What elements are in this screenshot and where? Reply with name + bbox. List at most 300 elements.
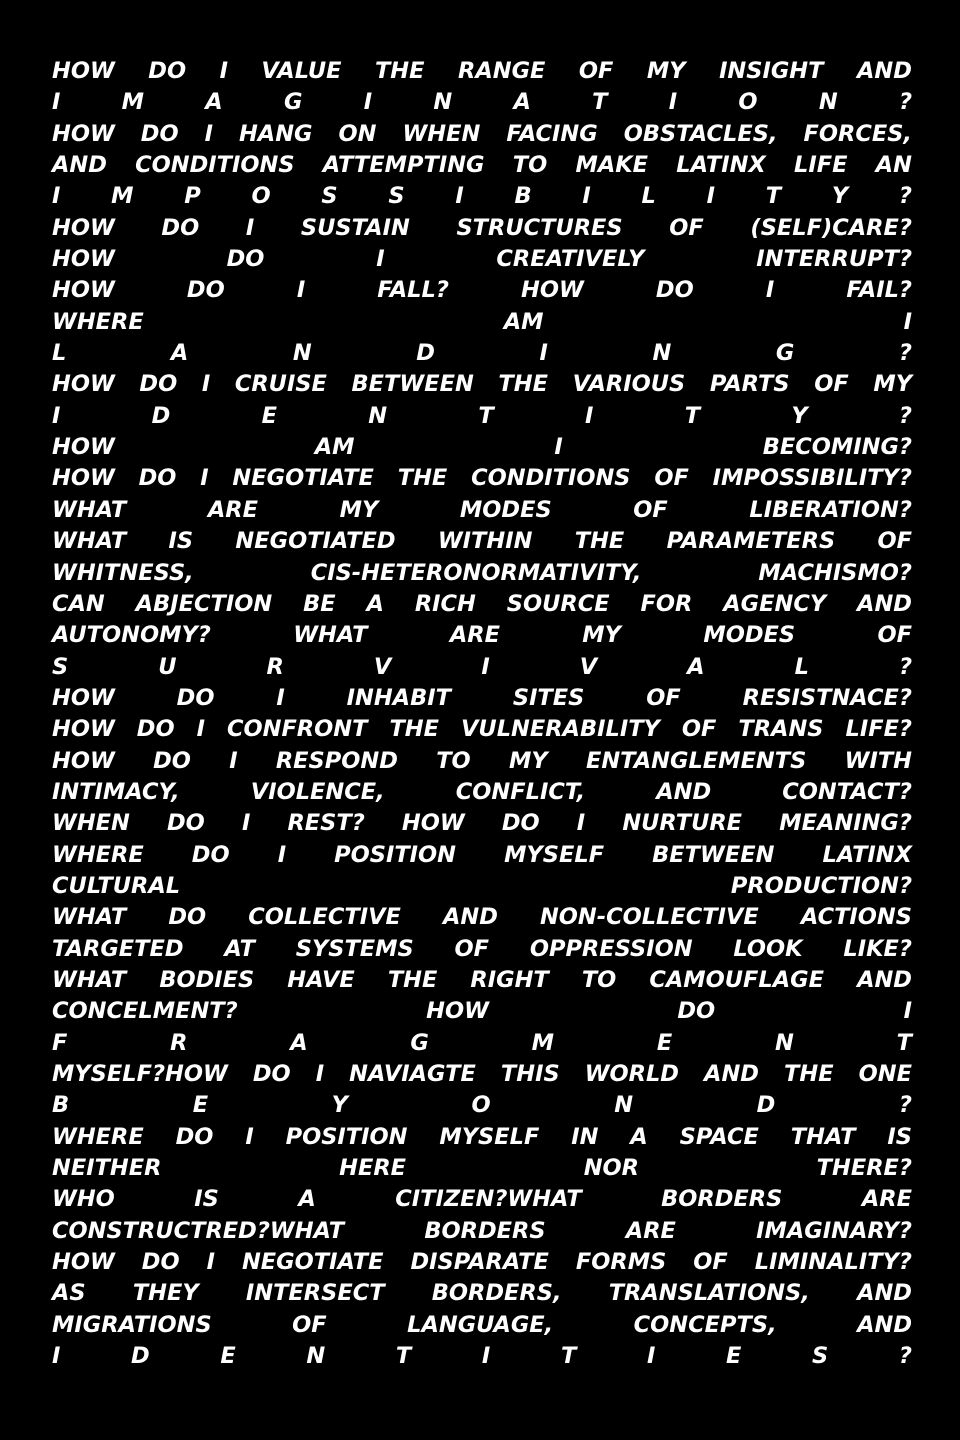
word: ARE (625, 1217, 676, 1244)
word: HOW (52, 1249, 115, 1276)
word: E (220, 1343, 236, 1370)
word: I (52, 1343, 61, 1370)
word: OF (877, 528, 912, 555)
word: THE (389, 716, 440, 743)
word: ARE (449, 622, 500, 649)
word: FACING (506, 120, 598, 147)
word: POSITION (334, 841, 457, 868)
word: AS (52, 1280, 86, 1307)
word: HOW (52, 747, 115, 774)
word: I (706, 183, 715, 210)
word: POSITION (285, 1123, 408, 1150)
word: AND (704, 1061, 759, 1087)
word: I (455, 183, 464, 210)
text-line (52, 871, 912, 902)
word: WHAT (293, 622, 368, 649)
word: AM (503, 308, 544, 335)
word: I (52, 183, 61, 210)
word: NEITHER (52, 1155, 162, 1182)
text-line (52, 808, 912, 839)
word: DO (655, 277, 694, 304)
word: A (687, 653, 705, 680)
word: Y (791, 402, 808, 429)
word: A (513, 89, 531, 116)
word: RIGHT (470, 966, 549, 993)
word: D (151, 402, 171, 429)
word: LIMINALITY? (754, 1249, 912, 1276)
word: VALUE (261, 58, 342, 84)
word: LANGUAGE, (407, 1311, 554, 1338)
word: LATINX (822, 841, 912, 868)
text-line (52, 1216, 912, 1247)
word: I (903, 998, 912, 1025)
text-line (52, 1310, 912, 1341)
text-line (52, 652, 912, 683)
word: TARGETED (52, 935, 184, 962)
word: WHAT (52, 496, 127, 523)
word: AN (875, 152, 912, 179)
word: A (298, 1186, 316, 1213)
word: I (52, 402, 61, 429)
word: I (276, 684, 285, 711)
word: LOOK (733, 935, 803, 962)
word: G (410, 1029, 429, 1056)
word: DO (226, 246, 265, 273)
text-line (52, 369, 912, 400)
word: WITH (844, 747, 912, 774)
word: AND (857, 966, 912, 993)
word: OF (578, 58, 614, 84)
word: LIFE (793, 152, 848, 179)
word: AT (224, 935, 255, 962)
word: G (283, 89, 303, 116)
word: A (290, 1029, 308, 1056)
word: DO (176, 684, 215, 711)
word: ? (898, 183, 912, 210)
text-line (52, 840, 912, 871)
word: R (170, 1029, 188, 1056)
word: VARIOUS (572, 371, 686, 398)
word: DO (175, 1123, 214, 1150)
word: WHAT (52, 904, 127, 931)
text-line (52, 463, 912, 494)
word: LIFE? (845, 716, 912, 743)
word: A (366, 590, 384, 617)
text-line (52, 119, 912, 150)
word: SITES (512, 684, 585, 711)
word: WHAT (52, 528, 127, 555)
word: M (121, 89, 145, 116)
word: MODES (459, 496, 552, 523)
word: LATINX (676, 152, 766, 179)
word: INHABIT (346, 684, 451, 711)
text-line (52, 181, 912, 212)
word: FAIL? (846, 277, 912, 304)
word: OBSTACLES, (623, 120, 778, 147)
word: MYSELF (439, 1123, 540, 1150)
word: I (296, 277, 306, 304)
text-line (52, 526, 912, 557)
word: OPPRESSION (529, 935, 693, 962)
word: THE (574, 528, 625, 555)
word: I (241, 810, 251, 837)
word: U (158, 653, 177, 680)
word: CONFRONT (226, 716, 368, 743)
word: ONE (858, 1061, 912, 1087)
word: I (204, 120, 213, 147)
word: I (245, 1123, 254, 1150)
text-line (52, 683, 912, 714)
word: V (579, 653, 598, 680)
word: HOW (52, 58, 115, 84)
word: ACTIONS (800, 904, 912, 931)
word: CAN (52, 590, 105, 617)
word: BECOMING? (762, 434, 912, 461)
word: CIS-HETERONORMATIVITY, (310, 559, 642, 586)
word: N (818, 89, 838, 116)
text-line (52, 1028, 912, 1059)
text-line (52, 401, 912, 432)
text-line (52, 307, 912, 338)
word: OF (814, 371, 849, 398)
word: BODIES (159, 966, 255, 993)
word: L (794, 653, 809, 680)
word: TO (436, 747, 471, 774)
word: ? (898, 89, 912, 116)
word: HANG (238, 120, 313, 147)
text-line (52, 1247, 912, 1278)
word: MAKE (575, 152, 649, 179)
word: T (478, 402, 494, 429)
word: SOURCE (506, 590, 610, 617)
word: D (416, 340, 435, 367)
word: CONCEPTS, (633, 1311, 777, 1338)
word: IS (194, 1186, 219, 1213)
word: HOW (426, 998, 489, 1025)
word: T (592, 89, 608, 116)
word: I (201, 371, 211, 398)
word: INTIMACY, (52, 778, 180, 805)
word: N (306, 1343, 326, 1370)
word: I (315, 1061, 325, 1087)
word: I (245, 214, 255, 241)
word: ARE (861, 1186, 912, 1213)
word: NEGOTIATE (232, 465, 374, 492)
word: DO (138, 465, 177, 492)
word: AGENCY (723, 590, 827, 617)
word: DO (136, 716, 175, 743)
word: BORDERS (661, 1186, 783, 1213)
word: I (576, 810, 586, 837)
word: TO (581, 966, 617, 993)
word: CULTURAL (52, 872, 181, 899)
word: F (52, 1029, 68, 1056)
word: HOW (52, 246, 115, 273)
word: ? (898, 402, 912, 429)
word: CITIZEN?WHAT (395, 1186, 582, 1213)
word: B (52, 1092, 70, 1119)
word: I (200, 465, 209, 492)
word: V (373, 653, 392, 680)
word: G (775, 340, 795, 367)
text-line (52, 244, 912, 275)
word: I (206, 1249, 215, 1276)
word: SUSTAIN (300, 214, 410, 241)
word: OF (877, 622, 912, 649)
word: HOW (52, 684, 115, 711)
word: CRUISE (234, 371, 327, 398)
word: THE (387, 966, 438, 993)
word: T (395, 1343, 412, 1370)
word: M (111, 183, 134, 210)
word: NON-COLLECTIVE (539, 904, 759, 931)
word: N (652, 340, 672, 367)
word: REST? (287, 810, 365, 837)
word: WHEN (402, 120, 481, 147)
word: N (292, 340, 312, 367)
word: WORLD (584, 1061, 679, 1087)
text-line (52, 338, 912, 369)
word: STRUCTURES (456, 214, 623, 241)
text-line (52, 1278, 912, 1309)
word: WHERE (52, 308, 144, 335)
word: THAT (790, 1123, 856, 1150)
word: T (896, 1029, 912, 1056)
word: CONTACT? (782, 778, 912, 805)
word: I (376, 246, 385, 273)
text-line (52, 777, 912, 808)
word: WHAT (52, 966, 127, 993)
word: BE (303, 590, 336, 617)
word: WHITNESS, (52, 559, 194, 586)
word: FORMS (575, 1249, 667, 1276)
word: NURTURE (622, 810, 743, 837)
word: ATTEMPTING (322, 152, 485, 179)
word: D (131, 1343, 150, 1370)
word: LIKE? (843, 935, 912, 962)
word: FALL? (377, 277, 449, 304)
word: THIS (500, 1061, 560, 1087)
word: DO (139, 371, 178, 398)
word: I (668, 89, 678, 116)
text-line (52, 432, 912, 463)
text-line (52, 275, 912, 306)
word: AND (857, 1280, 912, 1307)
word: I (196, 716, 205, 743)
word: THE (374, 58, 425, 84)
word: OF (693, 1249, 728, 1276)
word: A (630, 1123, 648, 1150)
word: DO (153, 747, 191, 774)
word: I (277, 841, 287, 868)
word: I (539, 340, 548, 367)
word: T (765, 183, 782, 210)
word: THE (784, 1061, 834, 1087)
word: MYSELF?HOW (52, 1061, 228, 1087)
word: VIOLENCE, (250, 778, 385, 805)
text-line (52, 589, 912, 620)
word: ENTANGLEMENTS (585, 747, 807, 774)
word: (SELF)CARE? (750, 214, 912, 241)
word: E (261, 402, 277, 429)
text-line (52, 902, 912, 933)
text-line (52, 1184, 912, 1215)
word: MEANING? (779, 810, 912, 837)
justified-text-block (52, 56, 912, 1372)
word: HOW (521, 277, 584, 304)
text-line (52, 714, 912, 745)
word: T (684, 402, 701, 429)
word: NEGOTIATED (235, 528, 396, 555)
word: OF (669, 214, 704, 241)
word: I (229, 747, 238, 774)
word: I (554, 434, 563, 461)
word: D (756, 1092, 776, 1119)
word: N (368, 402, 388, 429)
word: ? (898, 340, 912, 367)
text-line (52, 965, 912, 996)
word: DO (252, 1061, 291, 1087)
word: AND (442, 904, 498, 931)
word: DO (148, 58, 187, 84)
word: RANGE (458, 58, 546, 84)
word: DO (677, 998, 716, 1025)
word: OF (633, 496, 668, 523)
word: HAVE (287, 966, 355, 993)
word: HOW (52, 371, 115, 398)
word: THEY (132, 1280, 199, 1307)
word: AND (856, 58, 912, 84)
word: A (205, 89, 223, 116)
word: M (531, 1029, 555, 1056)
word: P (184, 183, 201, 210)
word: ? (898, 1092, 912, 1119)
word: AND (857, 1311, 912, 1338)
word: I (219, 58, 228, 84)
word: L (52, 340, 67, 367)
word: TO (512, 152, 548, 179)
text-line (52, 934, 912, 965)
word: SPACE (679, 1123, 759, 1150)
word: WHERE (52, 841, 144, 868)
word: ABJECTION (135, 590, 273, 617)
word: B (514, 183, 532, 210)
word: WITHIN (437, 528, 533, 555)
word: AND (857, 590, 912, 617)
word: O (738, 89, 758, 116)
word: S (812, 1343, 829, 1370)
word: HERE (339, 1155, 407, 1182)
word: FOR (640, 590, 693, 617)
word: DO (141, 1249, 180, 1276)
word: BETWEEN (652, 841, 775, 868)
word: O (251, 183, 271, 210)
word: WHERE (52, 1123, 144, 1150)
word: CAMOUFLAGE (649, 966, 825, 993)
word: INSIGHT (719, 58, 824, 84)
word: E (726, 1343, 742, 1370)
text-line (52, 1341, 912, 1372)
word: HOW (401, 810, 465, 837)
word: COLLECTIVE (248, 904, 401, 931)
word: CONDITIONS (135, 152, 295, 179)
word: DISPARATE (410, 1249, 549, 1276)
text-line (52, 495, 912, 526)
word: CREATIVELY (496, 246, 645, 273)
word: OF (681, 716, 717, 743)
word: I (646, 1343, 656, 1370)
word: MACHISMO? (758, 559, 912, 586)
word: MY (339, 496, 379, 523)
word: CONCELMENT? (52, 998, 238, 1025)
word: CONSTRUCTRED?WHAT (52, 1217, 345, 1244)
word: I (481, 1343, 491, 1370)
word: VULNERABILITY (461, 716, 660, 743)
word: OF (646, 684, 681, 711)
word: HOW (52, 465, 115, 492)
word: HOW (52, 214, 115, 241)
word: R (266, 653, 284, 680)
word: S (52, 653, 69, 680)
word: DO (191, 841, 230, 868)
word: DO (168, 904, 207, 931)
text-line (52, 213, 912, 244)
word: FORCES, (803, 120, 912, 147)
word: HOW (52, 120, 115, 147)
word: MY (508, 747, 548, 774)
word: RICH (414, 590, 476, 617)
word: INTERRUPT? (756, 246, 912, 273)
text-line (52, 1122, 912, 1153)
word: HOW (52, 434, 115, 461)
word: L (641, 183, 656, 210)
word: THE (397, 465, 448, 492)
word: O (471, 1092, 491, 1119)
word: T (560, 1343, 577, 1370)
word: DO (140, 120, 179, 147)
text-line (52, 150, 912, 181)
word: HOW (52, 716, 115, 743)
word: AND (656, 778, 712, 805)
word: MY (873, 371, 912, 398)
word: MODES (703, 622, 796, 649)
word: BORDERS, (431, 1280, 562, 1307)
text-line (52, 558, 912, 589)
word: THERE? (816, 1155, 912, 1182)
word: OF (292, 1311, 327, 1338)
word: I (52, 89, 61, 116)
word: S (321, 183, 338, 210)
word: S (388, 183, 405, 210)
word: RESPOND (275, 747, 398, 774)
text-line (52, 1090, 912, 1121)
word: A (170, 340, 189, 367)
word: INTERSECT (245, 1280, 385, 1307)
text-line (52, 87, 912, 118)
word: IN (571, 1123, 599, 1150)
word: BETWEEN (351, 371, 474, 398)
word: NEGOTIATE (241, 1249, 384, 1276)
word: N (433, 89, 453, 116)
word: E (192, 1092, 209, 1119)
word: AUTONOMY? (52, 622, 211, 649)
word: I (765, 277, 775, 304)
word: ON (338, 120, 377, 147)
text-line (52, 996, 912, 1027)
word: WHEN (52, 810, 130, 837)
word: IS (168, 528, 194, 555)
word: ARE (207, 496, 258, 523)
